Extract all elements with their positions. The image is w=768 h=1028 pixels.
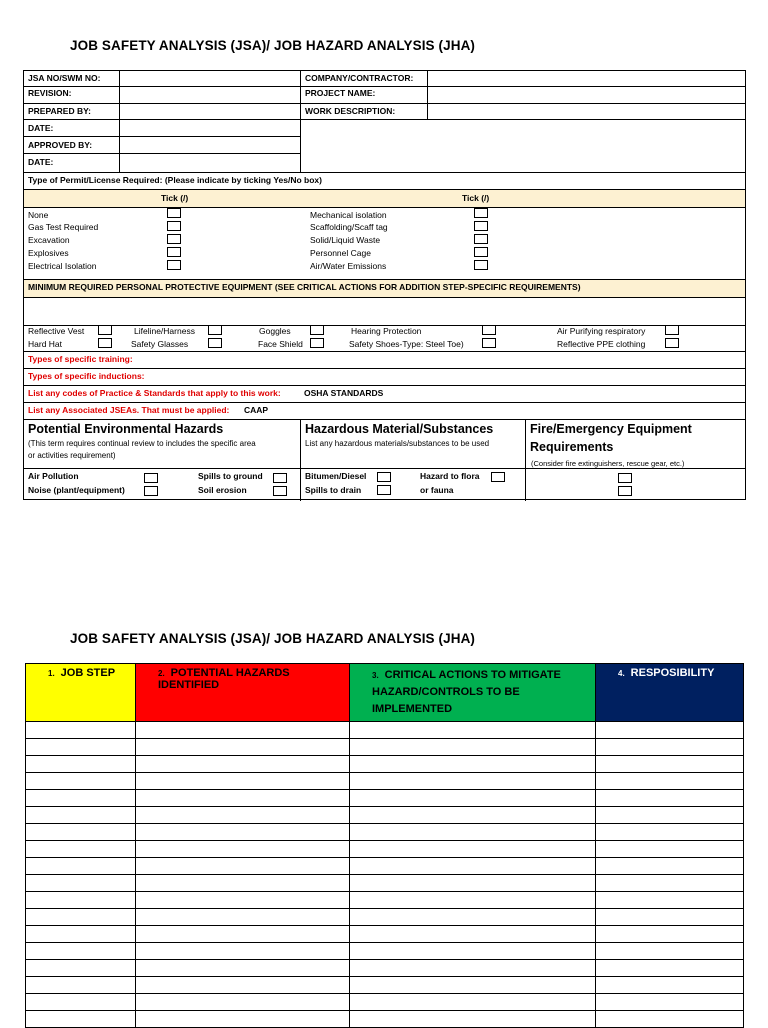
table-row xyxy=(26,875,744,892)
table-cell[interactable] xyxy=(596,824,744,841)
prepared-by-field[interactable] xyxy=(120,104,299,119)
ppe-safety-shoes: Safety Shoes-Type: Steel Toe) xyxy=(349,339,464,349)
table-cell[interactable] xyxy=(136,977,350,994)
header-potential-hazards xyxy=(136,664,350,722)
table-cell[interactable] xyxy=(596,1011,744,1028)
table-cell[interactable] xyxy=(26,807,136,824)
table-cell[interactable] xyxy=(26,773,136,790)
header-actions-number: 3. xyxy=(372,671,379,680)
table-row xyxy=(26,739,744,756)
haz-flora-checkbox[interactable] xyxy=(491,472,505,482)
table-cell[interactable] xyxy=(26,858,136,875)
hazardous-material-note: List any hazardous materials/substances to be used xyxy=(305,439,490,448)
table-cell[interactable] xyxy=(596,926,744,943)
permit-mechanical-isolation: Mechanical isolation xyxy=(310,210,387,220)
table-cell[interactable] xyxy=(350,875,596,892)
ppe-hard-hat-checkbox[interactable] xyxy=(98,338,112,348)
table-cell[interactable] xyxy=(596,807,744,824)
codes-label: List any codes of Practice & Standards that apply to this work: xyxy=(28,388,281,398)
table-cell[interactable] xyxy=(136,909,350,926)
haz-spills-drain-checkbox[interactable] xyxy=(377,485,391,495)
permit-electrical-isolation: Electrical Isolation xyxy=(28,261,97,271)
ppe-hearing-protection: Hearing Protection xyxy=(351,326,422,336)
table-cell[interactable] xyxy=(136,875,350,892)
table-cell[interactable] xyxy=(136,892,350,909)
table-cell[interactable] xyxy=(596,875,744,892)
table-cell[interactable] xyxy=(26,943,136,960)
table-cell[interactable] xyxy=(26,892,136,909)
ppe-lifeline: Lifeline/Harness xyxy=(134,326,195,336)
ppe-header: MINIMUM REQUIRED PERSONAL PROTECTIVE EQUIPMENT (SEE CRITICAL ACTIONS FOR ADDITION STEP-SPECIFIC REQUIREMENTS) xyxy=(28,282,581,292)
ppe-reflective-vest: Reflective Vest xyxy=(28,326,85,336)
permit-personnel-cage: Personnel Cage xyxy=(310,248,371,258)
table-cell[interactable] xyxy=(596,773,744,790)
approval-date-label: DATE: xyxy=(28,157,54,167)
table-cell[interactable] xyxy=(350,858,596,875)
table-cell[interactable] xyxy=(596,858,744,875)
approval-date-field[interactable] xyxy=(120,154,299,171)
ppe-respirator-checkbox[interactable] xyxy=(665,325,679,335)
permit-waste-checkbox[interactable] xyxy=(474,234,488,244)
tick-header-left: Tick (/) xyxy=(161,193,189,203)
permit-none: None xyxy=(28,210,49,220)
ppe-reflective-clothing: Reflective PPE clothing xyxy=(557,339,646,349)
table-cell[interactable] xyxy=(596,756,744,773)
permit-electrical-checkbox[interactable] xyxy=(167,260,181,270)
table-cell[interactable] xyxy=(350,892,596,909)
permit-none-checkbox[interactable] xyxy=(167,208,181,218)
ppe-goggles-checkbox[interactable] xyxy=(310,325,324,335)
jseas-value: CAAP xyxy=(244,405,269,415)
permit-gas-test-checkbox[interactable] xyxy=(167,221,181,231)
tick-header-right: Tick (/) xyxy=(462,193,490,203)
revision-field[interactable] xyxy=(120,87,299,102)
table-row xyxy=(26,807,744,824)
permit-scaffolding-checkbox[interactable] xyxy=(474,221,488,231)
table-cell[interactable] xyxy=(26,960,136,977)
table-cell[interactable] xyxy=(136,1011,350,1028)
table-cell[interactable] xyxy=(136,739,350,756)
job-steps-table xyxy=(25,663,744,1028)
table-cell[interactable] xyxy=(350,1011,596,1028)
table-cell[interactable] xyxy=(596,909,744,926)
table-row xyxy=(26,722,744,739)
table-row xyxy=(26,977,744,994)
table-cell[interactable] xyxy=(136,824,350,841)
table-row xyxy=(26,926,744,943)
ppe-respirator: Air Purifying respiratory xyxy=(557,326,646,336)
ppe-hearing-checkbox[interactable] xyxy=(482,325,496,335)
env-soil-erosion-checkbox[interactable] xyxy=(273,486,287,496)
table-row xyxy=(26,960,744,977)
table-cell[interactable] xyxy=(350,994,596,1011)
permit-question: Type of Permit/License Required: (Please indicate by ticking Yes/No box) xyxy=(28,175,322,185)
table-cell[interactable] xyxy=(596,960,744,977)
table-cell[interactable] xyxy=(136,756,350,773)
env-soil-erosion: Soil erosion xyxy=(198,485,247,495)
training-label: Types of specific training: xyxy=(28,354,133,364)
env-noise-checkbox[interactable] xyxy=(144,486,158,496)
prepared-by-label: PREPARED BY: xyxy=(28,106,91,116)
fire-checkbox-2[interactable] xyxy=(618,486,632,496)
jsa-form xyxy=(23,70,746,500)
env-spills-ground: Spills to ground xyxy=(198,471,263,481)
permit-scaffolding: Scaffolding/Scaff tag xyxy=(310,222,388,232)
table-cell[interactable] xyxy=(350,756,596,773)
table-cell[interactable] xyxy=(26,1011,136,1028)
table-cell[interactable] xyxy=(136,960,350,977)
table-cell[interactable] xyxy=(596,994,744,1011)
header-responsibility-number: 4. xyxy=(618,669,625,678)
table-cell[interactable] xyxy=(350,739,596,756)
table-cell[interactable] xyxy=(26,994,136,1011)
project-name-label: PROJECT NAME: xyxy=(305,88,376,98)
permit-solid-liquid-waste: Solid/Liquid Waste xyxy=(310,235,381,245)
ppe-face-shield: Face Shield xyxy=(258,339,303,349)
table-row xyxy=(26,892,744,909)
table-cell[interactable] xyxy=(136,858,350,875)
permit-explosives: Explosives xyxy=(28,248,69,258)
table-cell[interactable] xyxy=(350,773,596,790)
haz-flora: Hazard to flora xyxy=(420,471,480,481)
env-air-pollution-checkbox[interactable] xyxy=(144,473,158,483)
table-cell[interactable] xyxy=(350,807,596,824)
table-cell[interactable] xyxy=(26,909,136,926)
fire-equipment-title-2: Requirements xyxy=(530,440,614,454)
table-cell[interactable] xyxy=(26,756,136,773)
permit-explosives-checkbox[interactable] xyxy=(167,247,181,257)
permit-gas-test: Gas Test Required xyxy=(28,222,99,232)
permit-excavation-checkbox[interactable] xyxy=(167,234,181,244)
table-cell[interactable] xyxy=(596,977,744,994)
permit-excavation: Excavation xyxy=(28,235,70,245)
haz-bitumen: Bitumen/Diesel xyxy=(305,471,367,481)
table-row xyxy=(26,1011,744,1028)
permit-mechanical-checkbox[interactable] xyxy=(474,208,488,218)
table-cell[interactable] xyxy=(350,722,596,739)
table-row xyxy=(26,773,744,790)
env-hazards-title: Potential Environmental Hazards xyxy=(28,422,224,436)
table-cell[interactable] xyxy=(350,909,596,926)
env-spills-ground-checkbox[interactable] xyxy=(273,473,287,483)
table-cell[interactable] xyxy=(136,943,350,960)
table-cell[interactable] xyxy=(26,824,136,841)
table-row xyxy=(26,909,744,926)
table-cell[interactable] xyxy=(26,841,136,858)
table-cell[interactable] xyxy=(350,841,596,858)
header-actions-label: CRITICAL ACTIONS TO MITIGATE HAZARD/CONTROLS TO BE IMPLEMENTED xyxy=(372,669,561,715)
header-job-step-label: JOB STEP xyxy=(60,667,116,679)
approved-by-label: APPROVED BY: xyxy=(28,140,93,150)
ppe-goggles: Goggles xyxy=(259,326,291,336)
env-hazards-note-2: or activities requirement) xyxy=(28,451,116,460)
ppe-reflective-clothing-checkbox[interactable] xyxy=(665,338,679,348)
fire-checkbox-1[interactable] xyxy=(618,473,632,483)
work-description-label: WORK DESCRIPTION: xyxy=(305,106,396,116)
work-description-area[interactable] xyxy=(301,120,744,171)
ppe-safety-shoes-checkbox[interactable] xyxy=(482,338,496,348)
ppe-safety-glasses-checkbox[interactable] xyxy=(208,338,222,348)
permit-emissions-checkbox[interactable] xyxy=(474,260,488,270)
header-hazards-number: 2. xyxy=(158,669,165,678)
table-cell[interactable] xyxy=(26,875,136,892)
table-cell[interactable] xyxy=(136,790,350,807)
table-cell[interactable] xyxy=(136,807,350,824)
table-row xyxy=(26,841,744,858)
table-cell[interactable] xyxy=(350,790,596,807)
ppe-lifeline-checkbox[interactable] xyxy=(208,325,222,335)
table-cell[interactable] xyxy=(350,977,596,994)
codes-value: OSHA STANDARDS xyxy=(304,388,384,398)
header-job-step-number: 1. xyxy=(48,669,55,678)
table-cell[interactable] xyxy=(596,739,744,756)
table-cell[interactable] xyxy=(136,926,350,943)
company-field[interactable] xyxy=(428,72,744,86)
table-cell[interactable] xyxy=(136,722,350,739)
table-cell[interactable] xyxy=(350,824,596,841)
table-cell[interactable] xyxy=(136,841,350,858)
table-cell[interactable] xyxy=(26,790,136,807)
table-row xyxy=(26,858,744,875)
inductions-label: Types of specific inductions: xyxy=(28,371,145,381)
jsa-no-label: JSA NO/SWM NO: xyxy=(28,73,101,83)
table-cell[interactable] xyxy=(136,773,350,790)
table-row xyxy=(26,943,744,960)
table-cell[interactable] xyxy=(26,722,136,739)
table-cell[interactable] xyxy=(136,994,350,1011)
ppe-face-shield-checkbox[interactable] xyxy=(310,338,324,348)
approved-by-field[interactable] xyxy=(120,137,299,152)
header-responsibility-label: RESPOSIBILITY xyxy=(630,667,715,679)
fire-equipment-title: Fire/Emergency Equipment xyxy=(530,422,692,436)
permit-air-water-emissions: Air/Water Emissions xyxy=(310,261,387,271)
haz-fauna: or fauna xyxy=(420,485,454,495)
table-cell[interactable] xyxy=(26,926,136,943)
ppe-hard-hat: Hard Hat xyxy=(28,339,63,349)
table-cell[interactable] xyxy=(596,943,744,960)
table-cell[interactable] xyxy=(26,739,136,756)
permit-cage-checkbox[interactable] xyxy=(474,247,488,257)
fire-equipment-note: (Consider fire extinguishers, rescue gear, etc.) xyxy=(531,459,685,468)
ppe-reflective-vest-checkbox[interactable] xyxy=(98,325,112,335)
revision-label: REVISION: xyxy=(28,88,72,98)
date-label: DATE: xyxy=(28,123,54,133)
haz-spills-drain: Spills to drain xyxy=(305,485,362,495)
table-cell[interactable] xyxy=(596,841,744,858)
table-cell[interactable] xyxy=(350,960,596,977)
header-job-step xyxy=(26,664,136,722)
table-row xyxy=(26,790,744,807)
table-row xyxy=(26,994,744,1011)
project-name-field[interactable] xyxy=(428,87,744,102)
hazardous-material-title: Hazardous Material/Substances xyxy=(305,422,494,436)
table-cell[interactable] xyxy=(596,892,744,909)
jsa-no-field[interactable] xyxy=(120,72,299,86)
table-cell[interactable] xyxy=(596,790,744,807)
env-noise: Noise (plant/equipment) xyxy=(28,485,125,495)
table-cell[interactable] xyxy=(596,722,744,739)
form-title: JOB SAFETY ANALYSIS (JSA)/ JOB HAZARD ANALYSIS (JHA) xyxy=(70,38,476,53)
table-cell[interactable] xyxy=(350,926,596,943)
table-cell[interactable] xyxy=(26,977,136,994)
header-hazards-label: POTENTIAL HAZARDS IDENTIFIED xyxy=(158,667,290,691)
table-title: JOB SAFETY ANALYSIS (JSA)/ JOB HAZARD ANALYSIS (JHA) xyxy=(70,631,476,646)
date-field[interactable] xyxy=(120,120,299,135)
header-critical-actions xyxy=(350,664,596,722)
env-hazards-note-1: (This term requires continual review to includes the specific area xyxy=(28,439,256,448)
ppe-safety-glasses: Safety Glasses xyxy=(131,339,189,349)
table-row xyxy=(26,756,744,773)
env-air-pollution: Air Pollution xyxy=(28,471,79,481)
table-cell[interactable] xyxy=(350,943,596,960)
company-label: COMPANY/CONTRACTOR: xyxy=(305,73,414,83)
jseas-label: List any Associated JSEAs. That must be applied: xyxy=(28,405,230,415)
table-row xyxy=(26,824,744,841)
header-responsibility xyxy=(596,664,744,722)
haz-bitumen-checkbox[interactable] xyxy=(377,472,391,482)
work-description-field[interactable] xyxy=(428,104,744,119)
